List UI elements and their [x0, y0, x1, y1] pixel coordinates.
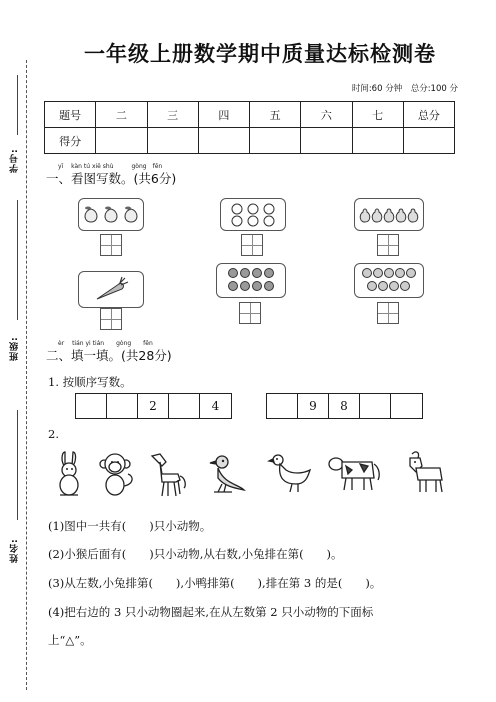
score-header-cell: 四: [198, 102, 249, 128]
picture-box-oranges: [216, 263, 286, 298]
question-1-label: 1. 按顺序写数。: [48, 375, 132, 389]
score-input-cell[interactable]: [301, 128, 352, 154]
score-header-cell: 题号: [45, 102, 96, 128]
duck-icon: [266, 448, 314, 500]
class-label: 班级:: [10, 336, 20, 362]
picture-box-pears: [354, 198, 424, 231]
name-line: [17, 410, 18, 520]
score-header-cell: 总分: [403, 102, 454, 128]
score-input-cell[interactable]: [147, 128, 198, 154]
score-header-row: [45, 102, 455, 128]
question-2-line-4: (4)把右边的 3 只小动物圈起来,在从左数第 2 只小动物的下面标: [48, 605, 374, 619]
picture-box-apples: [220, 198, 286, 231]
carrot-icon: [79, 272, 143, 307]
score-header-cell: 七: [352, 102, 403, 128]
question-2-line-1: (1)图中一共有( )只小动物。: [48, 519, 212, 533]
score-row-label: 得分: [45, 128, 96, 154]
apple-icon: [221, 199, 285, 230]
horse-icon: [140, 448, 188, 500]
section2-pinyin: èr tián yi tián gòng fēn: [58, 340, 153, 347]
class-line: [17, 200, 18, 320]
answer-box[interactable]: [239, 302, 261, 324]
cow-icon: [324, 448, 384, 500]
cabbage-icon: [355, 264, 423, 297]
score-input-cell[interactable]: [250, 128, 301, 154]
question-2-line-3: (3)从左数,小兔排第( ),小鸭排第( ),排在第 3 的是( )。: [48, 576, 382, 590]
section1-pinyin: yī kàn tú xiě shù gòng fēn: [58, 163, 163, 170]
student-id-line: [17, 75, 18, 135]
name-label: 姓名:: [10, 538, 20, 564]
sequence-cell[interactable]: [107, 394, 138, 418]
section2-heading: 二、填一填。(共28分): [46, 348, 172, 363]
student-id-label: 学号:: [10, 148, 20, 174]
score-header-cell: 二: [96, 102, 147, 128]
score-input-cell[interactable]: [403, 128, 454, 154]
section1-heading: 一、看图写数。(共6分): [46, 171, 177, 186]
binding-dashed-line: [26, 60, 27, 690]
picture-box-cabbages: [354, 263, 424, 298]
page-title: 一年级上册数学期中质量达标检测卷: [84, 42, 436, 66]
sequence-cell[interactable]: [76, 394, 107, 418]
sequence-cell[interactable]: [391, 394, 422, 418]
question-2-line-2: (2)小猴后面有( )只小动物,从右数,小兔排在第( )。: [48, 547, 343, 561]
picture-box-carrot: [78, 271, 144, 308]
answer-box[interactable]: [100, 308, 122, 330]
monkey-icon: [92, 448, 140, 500]
score-header-cell: 五: [250, 102, 301, 128]
question-2-line-5: 上“△”。: [48, 633, 92, 647]
question-2-label: 2.: [48, 427, 59, 441]
sequence-cell[interactable]: 9: [298, 394, 329, 418]
score-input-cell[interactable]: [352, 128, 403, 154]
bird-icon: [204, 448, 252, 500]
sequence-cell[interactable]: [360, 394, 391, 418]
sequence-cell[interactable]: 8: [329, 394, 360, 418]
picture-box-peaches: [78, 198, 144, 231]
pear-icon: [355, 199, 423, 230]
rabbit-icon: [46, 448, 94, 500]
sequence-cell[interactable]: [267, 394, 298, 418]
score-header-cell: 三: [147, 102, 198, 128]
score-header-cell: 六: [301, 102, 352, 128]
orange-icon: [217, 264, 285, 297]
answer-box[interactable]: [241, 234, 263, 256]
sequence-left: [75, 393, 232, 419]
peach-icon: [79, 199, 143, 230]
time-info: 时间:60 分钟 总分:100 分: [351, 84, 458, 94]
goat-icon: [402, 448, 450, 500]
sequence-right: [266, 393, 423, 419]
answer-box[interactable]: [377, 302, 399, 324]
score-table: [44, 101, 455, 154]
score-input-cell[interactable]: [96, 128, 147, 154]
sequence-cell[interactable]: 2: [138, 394, 169, 418]
answer-box[interactable]: [100, 234, 122, 256]
score-value-row: [45, 128, 455, 154]
sequence-cell[interactable]: 4: [211, 399, 220, 413]
sequence-cell[interactable]: [169, 394, 200, 418]
score-input-cell[interactable]: [198, 128, 249, 154]
answer-box[interactable]: [377, 234, 399, 256]
